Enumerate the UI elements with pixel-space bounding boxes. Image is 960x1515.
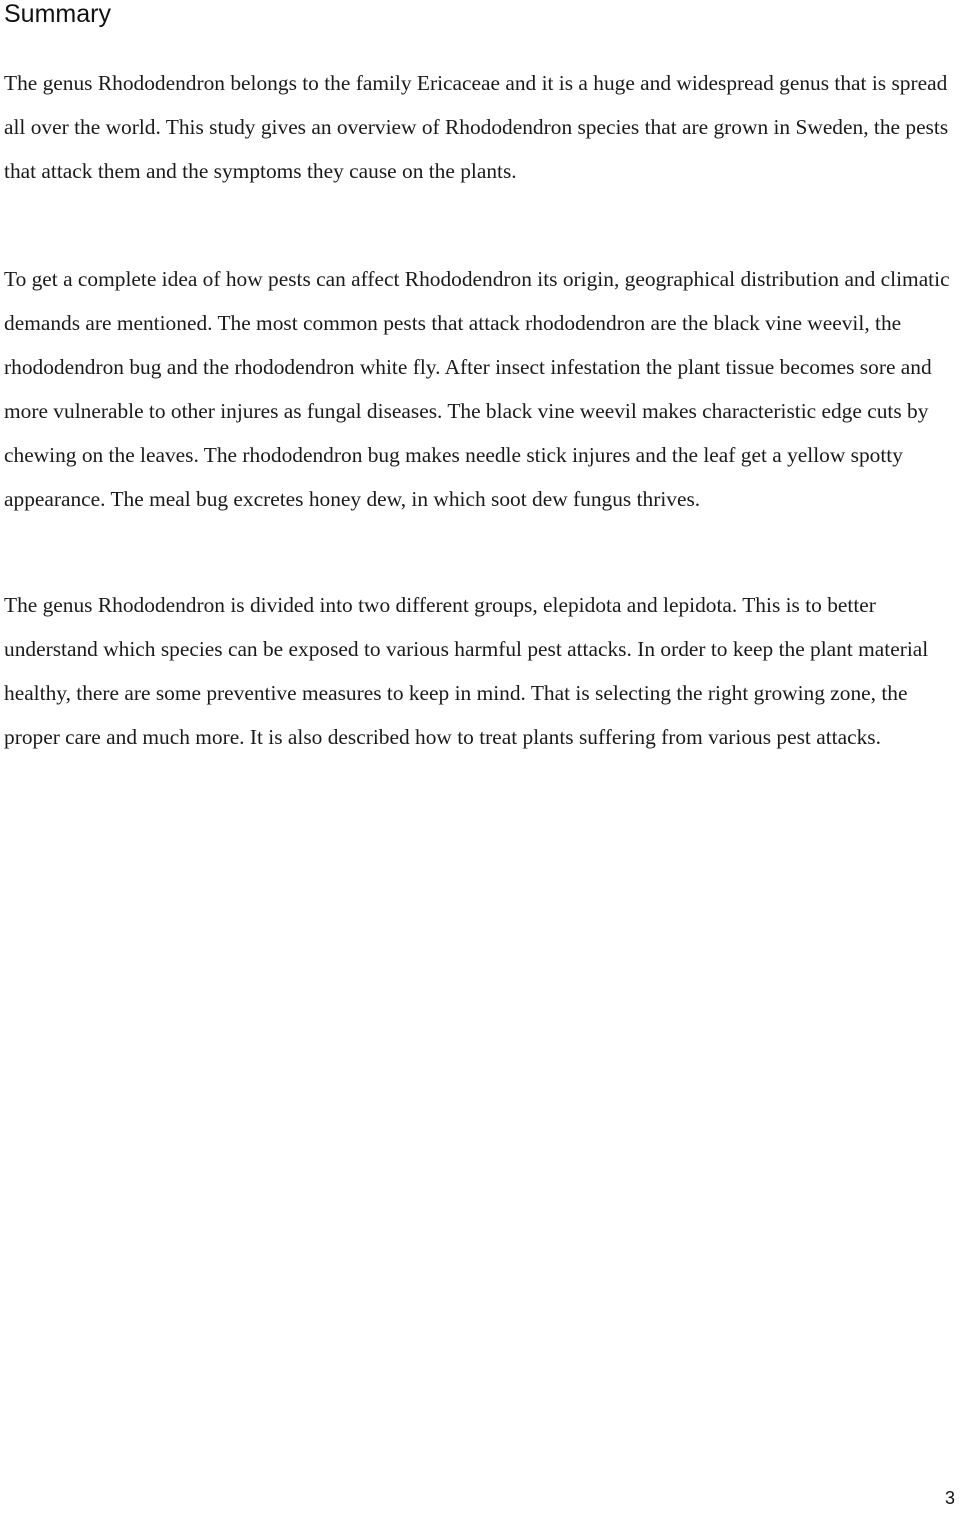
page-number: 3: [944, 1488, 955, 1508]
summary-paragraph-3: The genus Rhododendron is divided into two different groups, elepidota and lepidota. This is to better understand which species can be exposed to various harmful pest attacks. In order to keep the plant material healthy, there are some preventive measures to keep in mind. That is selecting the right growing zone, the proper care and much more. It is also described how to treat plants suffering from various pest attacks.: [4, 593, 929, 749]
summary-paragraph-1: The genus Rhododendron belongs to the family Ericaceae and it is a huge and widespread genus that is spread all over the world. This study gives an overview of Rhododendron species that are grown in Sweden, the pests that attack them and the symptoms they cause on the plants.: [4, 71, 949, 183]
summary-paragraph-2: To get a complete idea of how pests can affect Rhododendron its origin, geographical distribution and climatic demands are mentioned. The most common pests that attack rhododendron are the black vine weevil, the rhododendron bug and the rhododendron white fly. After insect infestation the plant tissue becomes sore and more vulnerable to other injures as fungal diseases. The black vine weevil makes characteristic edge cuts by chewing on the leaves. The rhododendron bug makes needle stick injures and the leaf get a yellow spotty appearance. The meal bug excretes honey dew, in which soot dew fungus thrives.: [4, 267, 950, 511]
section-heading: Summary: [4, 0, 111, 28]
